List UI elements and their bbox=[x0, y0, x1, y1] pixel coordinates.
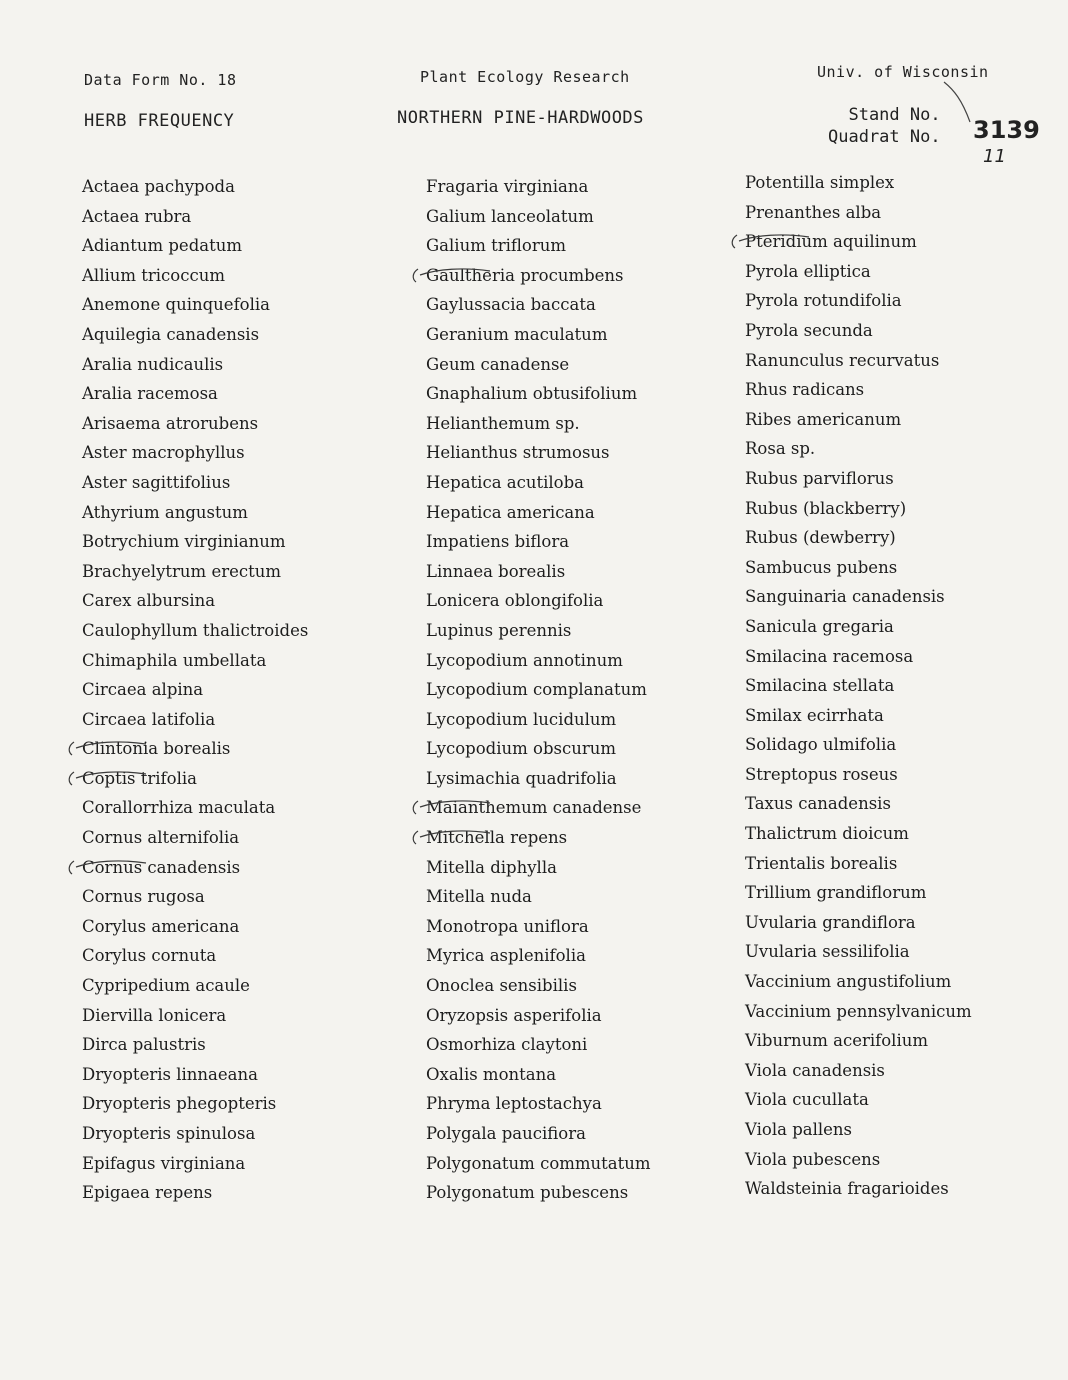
species-item bbox=[82, 1119, 308, 1149]
species-item bbox=[426, 1089, 651, 1119]
species-item bbox=[82, 202, 308, 232]
species-name: Viola cucullata bbox=[745, 1090, 869, 1110]
species-name: Gaultheria procumbens bbox=[426, 265, 624, 285]
species-item bbox=[745, 908, 972, 938]
species-name: Lysimachia quadrifolia bbox=[426, 768, 617, 788]
species-item bbox=[426, 468, 651, 498]
species-item bbox=[82, 438, 308, 468]
species-name: Hepatica acutiloba bbox=[426, 472, 585, 492]
species-name: Thalictrum dioicum bbox=[745, 824, 909, 844]
species-item bbox=[745, 257, 972, 287]
species-name: Vaccinium angustifolium bbox=[745, 972, 952, 992]
species-item bbox=[426, 734, 651, 764]
species-name: Epifagus virginiana bbox=[82, 1153, 246, 1173]
stand-label: Stand No. bbox=[848, 105, 941, 125]
species-item bbox=[426, 1119, 651, 1149]
species-name: Dirca palustris bbox=[82, 1035, 206, 1055]
species-name: Mitchella repens bbox=[426, 828, 568, 848]
species-item bbox=[745, 168, 972, 198]
species-name: Rosa sp. bbox=[745, 439, 816, 459]
species-item bbox=[82, 853, 308, 883]
species-name: Helianthus strumosus bbox=[426, 443, 610, 463]
form-title: HERB FREQUENCY bbox=[84, 111, 235, 131]
species-item bbox=[745, 730, 972, 760]
species-name: Aralia racemosa bbox=[82, 384, 218, 404]
species-name: Viola pallens bbox=[745, 1120, 853, 1139]
species-name: Oxalis montana bbox=[426, 1064, 557, 1084]
species-name: Pyrola rotundifolia bbox=[745, 291, 902, 311]
species-item bbox=[426, 882, 651, 912]
species-name: Actaea pachypoda bbox=[82, 177, 235, 196]
species-item bbox=[82, 557, 308, 587]
species-item bbox=[82, 646, 308, 676]
species-name: Solidago ulmifolia bbox=[745, 735, 897, 755]
species-item bbox=[745, 405, 972, 435]
species-item bbox=[745, 760, 972, 790]
species-name: Vaccinium pennsylvanicum bbox=[745, 1001, 972, 1021]
species-item bbox=[82, 1178, 308, 1208]
species-name: Fragaria virginiana bbox=[426, 177, 589, 196]
species-name: Sambucus pubens bbox=[745, 557, 898, 577]
species-name: Galium lanceolatum bbox=[426, 206, 594, 226]
species-item bbox=[745, 1145, 972, 1175]
species-name: Arisaema atrorubens bbox=[82, 413, 259, 433]
species-item bbox=[82, 1001, 308, 1031]
species-item bbox=[82, 882, 308, 912]
species-item bbox=[426, 616, 651, 646]
species-name: Smilacina stellata bbox=[745, 676, 895, 696]
species-item bbox=[426, 172, 651, 202]
quadrat-label: Quadrat No. bbox=[828, 127, 941, 147]
species-name: Adiantum pedatum bbox=[82, 236, 242, 256]
species-item bbox=[426, 261, 651, 291]
species-name: Polygonatum pubescens bbox=[426, 1183, 629, 1203]
species-item bbox=[82, 290, 308, 320]
species-name: Helianthemum sp. bbox=[426, 413, 580, 433]
species-name: Corallorrhiza maculata bbox=[82, 798, 276, 818]
species-item bbox=[82, 320, 308, 350]
species-item bbox=[426, 1060, 651, 1090]
species-item bbox=[745, 878, 972, 908]
community-title: NORTHERN PINE-HARDWOODS bbox=[397, 108, 644, 128]
species-name: Rubus parviflorus bbox=[745, 468, 894, 488]
species-name: Lonicera oblongifolia bbox=[426, 591, 604, 611]
species-name: Geum canadense bbox=[426, 354, 570, 374]
species-item bbox=[426, 202, 651, 232]
species-name: Smilax ecirrhata bbox=[745, 705, 884, 725]
species-name: Lycopodium annotinum bbox=[426, 650, 623, 670]
species-name: Osmorhiza claytoni bbox=[426, 1035, 588, 1055]
species-name: Gaylussacia baccata bbox=[426, 295, 596, 315]
species-item bbox=[426, 1030, 651, 1060]
species-name: Polygala paucifiora bbox=[426, 1124, 586, 1143]
species-item bbox=[745, 1085, 972, 1115]
species-item bbox=[745, 1115, 972, 1145]
species-item bbox=[82, 350, 308, 380]
species-name: Aster macrophyllus bbox=[82, 443, 245, 463]
species-item bbox=[745, 819, 972, 849]
species-item bbox=[82, 498, 308, 528]
species-name: Ribes americanum bbox=[745, 409, 902, 429]
species-item bbox=[82, 793, 308, 823]
species-item bbox=[82, 261, 308, 291]
species-item bbox=[426, 1001, 651, 1031]
species-item bbox=[82, 616, 308, 646]
species-name: Actaea rubra bbox=[82, 206, 192, 226]
species-item bbox=[426, 498, 651, 528]
species-name: Gnaphalium obtusifolium bbox=[426, 384, 638, 404]
species-item bbox=[82, 1089, 308, 1119]
species-name: Rubus (dewberry) bbox=[745, 528, 896, 548]
species-item bbox=[426, 290, 651, 320]
species-name: Monotropa uniflora bbox=[426, 916, 589, 936]
species-item bbox=[426, 350, 651, 380]
species-name: Smilacina racemosa bbox=[745, 646, 914, 666]
species-column-3 bbox=[745, 168, 972, 1204]
species-name: Aster sagittifolius bbox=[82, 472, 231, 492]
species-item bbox=[426, 320, 651, 350]
species-item bbox=[745, 553, 972, 583]
university-name: Univ. of Wisconsin bbox=[817, 63, 989, 81]
species-item bbox=[82, 172, 308, 202]
species-item bbox=[82, 527, 308, 557]
species-name: Rubus (blackberry) bbox=[745, 498, 907, 518]
species-name: Polygonatum commutatum bbox=[426, 1153, 651, 1173]
research-program: Plant Ecology Research bbox=[420, 68, 630, 86]
species-item bbox=[745, 789, 972, 819]
species-name: Lycopodium complanatum bbox=[426, 680, 647, 700]
form-number: Data Form No. 18 bbox=[84, 71, 237, 89]
species-item bbox=[745, 701, 972, 731]
species-name: Pyrola elliptica bbox=[745, 261, 871, 281]
species-item bbox=[426, 586, 651, 616]
species-name: Carex albursina bbox=[82, 591, 216, 611]
species-name: Cornus rugosa bbox=[82, 887, 205, 907]
species-name: Mitella nuda bbox=[426, 887, 532, 907]
species-item bbox=[426, 438, 651, 468]
species-name: Cornus alternifolia bbox=[82, 828, 240, 848]
species-name: Diervilla lonicera bbox=[82, 1005, 227, 1025]
species-name: Aralia nudicaulis bbox=[82, 354, 224, 374]
species-item bbox=[82, 971, 308, 1001]
species-item bbox=[426, 912, 651, 942]
species-name: Coptis trifolia bbox=[82, 768, 197, 788]
species-item bbox=[82, 586, 308, 616]
species-name: Myrica asplenifolia bbox=[426, 946, 586, 966]
species-name: Dryopteris linnaeana bbox=[82, 1064, 258, 1084]
species-item bbox=[426, 793, 651, 823]
species-name: Lycopodium obscurum bbox=[426, 739, 617, 759]
stand-number-handwritten: 3139 bbox=[973, 116, 1040, 144]
species-name: Circaea alpina bbox=[82, 680, 204, 700]
species-item bbox=[745, 849, 972, 879]
species-item bbox=[82, 764, 308, 794]
species-item bbox=[426, 675, 651, 705]
species-item bbox=[426, 941, 651, 971]
species-name: Clintonia borealis bbox=[82, 739, 231, 759]
species-item bbox=[82, 231, 308, 261]
species-name: Sanguinaria canadensis bbox=[745, 587, 945, 607]
species-item bbox=[745, 967, 972, 997]
species-item bbox=[426, 527, 651, 557]
species-name: Aquilegia canadensis bbox=[82, 324, 260, 344]
quadrat-number-handwritten: 11 bbox=[983, 146, 1006, 167]
species-name: Trientalis borealis bbox=[745, 853, 898, 873]
species-name: Cornus canadensis bbox=[82, 857, 241, 877]
species-item bbox=[426, 409, 651, 439]
species-name: Brachyelytrum erectum bbox=[82, 561, 281, 581]
species-item bbox=[745, 346, 972, 376]
species-item bbox=[82, 409, 308, 439]
species-item bbox=[745, 612, 972, 642]
species-name: Rhus radicans bbox=[745, 380, 865, 400]
species-name: Epigaea repens bbox=[82, 1183, 213, 1203]
species-name: Geranium maculatum bbox=[426, 324, 608, 344]
species-item bbox=[426, 646, 651, 676]
species-name: Mitella diphylla bbox=[426, 857, 557, 877]
species-name: Pteridium aquilinum bbox=[745, 232, 917, 252]
species-name: Athyrium angustum bbox=[82, 502, 248, 522]
species-name: Corylus americana bbox=[82, 916, 240, 936]
species-item bbox=[745, 227, 972, 257]
species-name: Oryzopsis asperifolia bbox=[426, 1005, 602, 1025]
species-name: Allium tricoccum bbox=[82, 265, 225, 285]
species-name: Chimaphila umbellata bbox=[82, 650, 267, 670]
species-item bbox=[426, 379, 651, 409]
species-name: Galium triflorum bbox=[426, 236, 566, 256]
species-item bbox=[745, 198, 972, 228]
species-item bbox=[82, 734, 308, 764]
species-item bbox=[426, 705, 651, 735]
species-column-2 bbox=[426, 172, 651, 1208]
species-item bbox=[82, 705, 308, 735]
species-item bbox=[745, 286, 972, 316]
species-item bbox=[745, 671, 972, 701]
species-item bbox=[745, 494, 972, 524]
species-name: Botrychium virginianum bbox=[82, 532, 286, 552]
species-name: Waldsteinia fragarioides bbox=[745, 1179, 949, 1199]
species-name: Viburnum acerifolium bbox=[745, 1031, 928, 1051]
species-name: Corylus cornuta bbox=[82, 946, 217, 966]
species-item bbox=[745, 375, 972, 405]
species-name: Taxus canadensis bbox=[745, 794, 891, 814]
species-item bbox=[745, 316, 972, 346]
species-item bbox=[82, 1060, 308, 1090]
species-name: Ranunculus recurvatus bbox=[745, 350, 940, 370]
species-name: Potentilla simplex bbox=[745, 173, 895, 192]
species-item bbox=[426, 823, 651, 853]
species-name: Lupinus perennis bbox=[426, 620, 572, 640]
species-name: Uvularia sessilifolia bbox=[745, 942, 910, 962]
species-item bbox=[426, 853, 651, 883]
species-item bbox=[82, 1030, 308, 1060]
species-name: Lycopodium lucidulum bbox=[426, 709, 617, 729]
stand-quadrat-labels bbox=[828, 104, 941, 148]
species-item bbox=[82, 823, 308, 853]
species-item bbox=[426, 1149, 651, 1179]
species-item bbox=[745, 937, 972, 967]
species-name: Trillium grandiflorum bbox=[745, 883, 927, 903]
species-name: Uvularia grandiflora bbox=[745, 912, 916, 932]
species-item bbox=[745, 1056, 972, 1086]
species-name: Onoclea sensibilis bbox=[426, 976, 577, 996]
species-item bbox=[745, 523, 972, 553]
species-item bbox=[82, 468, 308, 498]
species-item bbox=[426, 971, 651, 1001]
species-item bbox=[426, 1178, 651, 1208]
species-item bbox=[82, 675, 308, 705]
species-name: Linnaea borealis bbox=[426, 561, 566, 581]
species-item bbox=[82, 912, 308, 942]
species-name: Prenanthes alba bbox=[745, 202, 882, 222]
species-name: Impatiens biflora bbox=[426, 532, 570, 552]
species-name: Maianthemum canadense bbox=[426, 798, 642, 818]
species-name: Sanicula gregaria bbox=[745, 616, 894, 636]
species-item bbox=[82, 379, 308, 409]
species-name: Dryopteris spinulosa bbox=[82, 1124, 256, 1143]
species-item bbox=[745, 582, 972, 612]
species-item bbox=[745, 1174, 972, 1204]
species-name: Circaea latifolia bbox=[82, 709, 216, 729]
species-item bbox=[82, 941, 308, 971]
species-item bbox=[745, 1026, 972, 1056]
species-column-1 bbox=[82, 172, 308, 1208]
species-name: Dryopteris phegopteris bbox=[82, 1094, 277, 1114]
species-name: Streptopus roseus bbox=[745, 764, 898, 784]
species-item bbox=[745, 642, 972, 672]
species-name: Phryma leptostachya bbox=[426, 1094, 602, 1114]
species-item bbox=[426, 764, 651, 794]
species-item bbox=[426, 557, 651, 587]
species-item bbox=[82, 1149, 308, 1179]
species-item bbox=[745, 464, 972, 494]
species-item bbox=[426, 231, 651, 261]
species-name: Caulophyllum thalictroides bbox=[82, 620, 309, 640]
species-name: Pyrola secunda bbox=[745, 320, 873, 340]
species-name: Viola pubescens bbox=[745, 1149, 881, 1169]
species-item bbox=[745, 434, 972, 464]
species-name: Anemone quinquefolia bbox=[82, 295, 271, 315]
species-name: Hepatica americana bbox=[426, 502, 595, 522]
species-name: Viola canadensis bbox=[745, 1060, 885, 1080]
species-name: Cypripedium acaule bbox=[82, 976, 250, 996]
species-item bbox=[745, 997, 972, 1027]
